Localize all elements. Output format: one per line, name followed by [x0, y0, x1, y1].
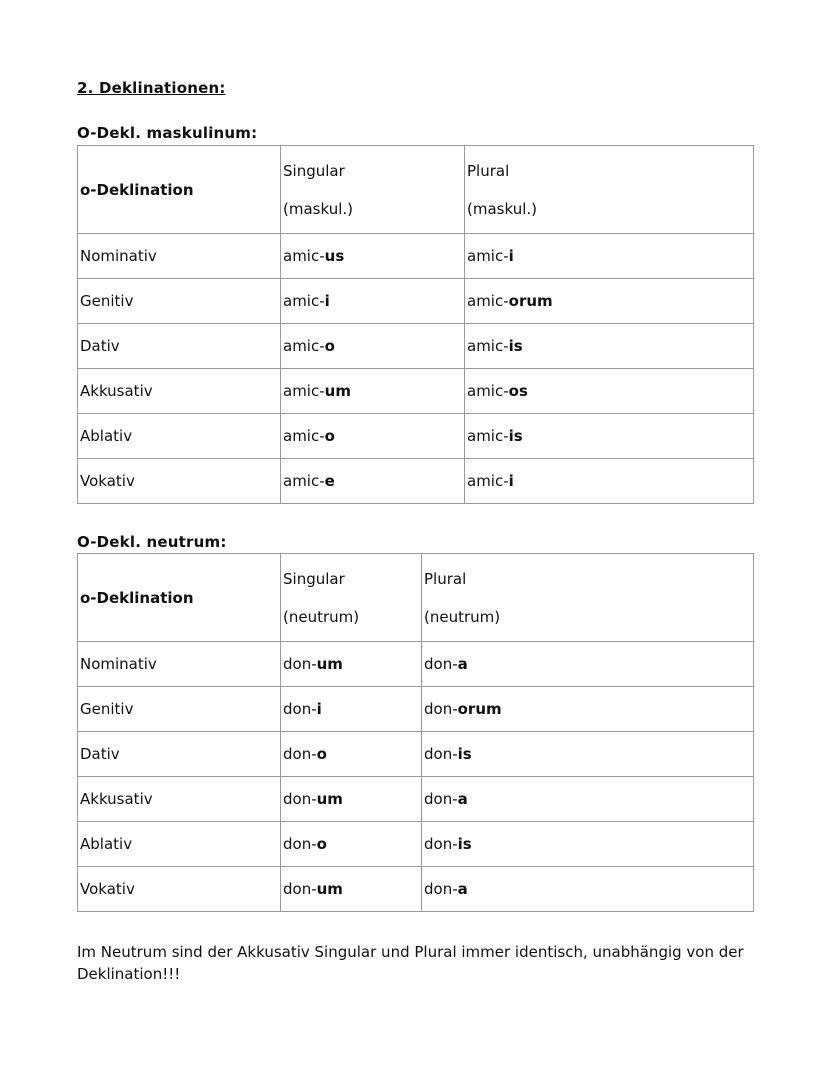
plural-form-cell	[422, 777, 754, 822]
plural-form-cell	[465, 234, 754, 279]
singular-stem: don-	[283, 790, 317, 808]
plural-stem: amic-	[467, 292, 509, 310]
plural-column-header	[465, 146, 754, 234]
table-row	[78, 642, 754, 687]
note-text: Im Neutrum sind der Akkusativ Singular und Plural immer identisch, unabhängig von der Deklination!!!	[77, 943, 744, 983]
plural-ending: a	[457, 655, 468, 673]
plural-stem: don-	[424, 655, 458, 673]
table-row	[78, 822, 754, 867]
case-name-cell: Genitiv	[78, 279, 281, 324]
plural-ending: is	[508, 337, 523, 355]
singular-ending: um	[324, 382, 351, 400]
plural-form-cell	[422, 732, 754, 777]
plural-ending: is	[457, 835, 472, 853]
singular-form-cell	[281, 459, 465, 504]
singular-form-cell	[281, 414, 465, 459]
singular-gender-label: (maskul.)	[283, 199, 353, 218]
plural-ending: is	[457, 745, 472, 763]
plural-stem: don-	[424, 745, 458, 763]
plural-ending: orum	[457, 700, 502, 718]
case-name-cell: Dativ	[78, 324, 281, 369]
plural-ending: orum	[508, 292, 553, 310]
plural-column-header	[422, 554, 754, 642]
case-name-cell: Nominativ	[78, 234, 281, 279]
plural-stem: don-	[424, 790, 458, 808]
plural-stem: don-	[424, 835, 458, 853]
singular-ending: o	[324, 337, 335, 355]
singular-ending: um	[316, 790, 343, 808]
singular-form-cell	[281, 642, 422, 687]
table-row	[78, 867, 754, 912]
singular-stem: amic-	[283, 292, 325, 310]
singular-ending: um	[316, 880, 343, 898]
singular-stem: amic-	[283, 337, 325, 355]
case-name-cell: Vokativ	[78, 459, 281, 504]
singular-ending: o	[324, 427, 335, 445]
singular-form-cell	[281, 867, 422, 912]
plural-stem: amic-	[467, 472, 509, 490]
plural-form-cell	[465, 369, 754, 414]
singular-stem: don-	[283, 835, 317, 853]
singular-form-cell	[281, 732, 422, 777]
singular-form-cell	[281, 777, 422, 822]
singular-column-header	[281, 554, 422, 642]
singular-stem: amic-	[283, 472, 325, 490]
singular-form-cell	[281, 687, 422, 732]
declension-table-masculine	[77, 145, 754, 504]
case-name-cell: Dativ	[78, 732, 281, 777]
singular-stem: don-	[283, 745, 317, 763]
plural-stem: amic-	[467, 247, 509, 265]
table-row	[78, 732, 754, 777]
table-row	[78, 687, 754, 732]
table-row	[78, 777, 754, 822]
singular-ending: o	[316, 745, 327, 763]
singular-form-cell	[281, 369, 465, 414]
plural-form-cell	[422, 822, 754, 867]
singular-stem: don-	[283, 655, 317, 673]
plural-stem: don-	[424, 700, 458, 718]
plural-stem: don-	[424, 880, 458, 898]
singular-gender-label: (neutrum)	[283, 607, 360, 626]
singular-ending: o	[316, 835, 327, 853]
case-name-cell: Genitiv	[78, 687, 281, 732]
table-header-row	[78, 554, 754, 642]
plural-stem: amic-	[467, 382, 509, 400]
singular-stem: amic-	[283, 247, 325, 265]
case-name-cell: Nominativ	[78, 642, 281, 687]
plural-label: Plural	[424, 569, 467, 588]
section-heading-neuter: O-Dekl. neutrum:	[77, 533, 227, 551]
plural-ending: a	[457, 790, 468, 808]
case-name-cell: Ablativ	[78, 822, 281, 867]
singular-form-cell	[281, 234, 465, 279]
declension-table-neuter	[77, 553, 754, 912]
singular-ending: e	[324, 472, 335, 490]
plural-label: Plural	[467, 161, 510, 180]
plural-stem: amic-	[467, 427, 509, 445]
singular-label: Singular	[283, 161, 345, 180]
singular-form-cell	[281, 822, 422, 867]
singular-ending: us	[324, 247, 345, 265]
table-row	[78, 324, 754, 369]
case-column-header: o-Deklination	[78, 554, 281, 642]
singular-ending: i	[324, 292, 330, 310]
plural-form-cell	[465, 279, 754, 324]
case-column-header: o-Deklination	[78, 146, 281, 234]
table-row	[78, 369, 754, 414]
plural-ending: is	[508, 427, 523, 445]
table-row	[78, 234, 754, 279]
singular-form-cell	[281, 279, 465, 324]
singular-stem: amic-	[283, 427, 325, 445]
case-name-cell: Ablativ	[78, 414, 281, 459]
singular-stem: don-	[283, 880, 317, 898]
singular-stem: amic-	[283, 382, 325, 400]
singular-form-cell	[281, 324, 465, 369]
plural-gender-label: (maskul.)	[467, 199, 537, 218]
plural-form-cell	[465, 324, 754, 369]
table-row	[78, 459, 754, 504]
table-header-row	[78, 146, 754, 234]
plural-gender-label: (neutrum)	[424, 607, 501, 626]
page-title: 2. Deklinationen:	[77, 79, 226, 97]
case-name-cell: Akkusativ	[78, 369, 281, 414]
plural-form-cell	[422, 867, 754, 912]
plural-form-cell	[422, 687, 754, 732]
table-row	[78, 414, 754, 459]
singular-ending: um	[316, 655, 343, 673]
table-row	[78, 279, 754, 324]
plural-form-cell	[465, 414, 754, 459]
plural-form-cell	[465, 459, 754, 504]
plural-ending: i	[508, 247, 514, 265]
case-name-cell: Vokativ	[78, 867, 281, 912]
singular-stem: don-	[283, 700, 317, 718]
plural-ending: a	[457, 880, 468, 898]
plural-stem: amic-	[467, 337, 509, 355]
case-name-cell: Akkusativ	[78, 777, 281, 822]
section-heading-masculine: O-Dekl. maskulinum:	[77, 124, 258, 142]
plural-ending: i	[508, 472, 514, 490]
plural-form-cell	[422, 642, 754, 687]
singular-column-header	[281, 146, 465, 234]
singular-ending: i	[316, 700, 322, 718]
singular-label: Singular	[283, 569, 345, 588]
plural-ending: os	[508, 382, 528, 400]
